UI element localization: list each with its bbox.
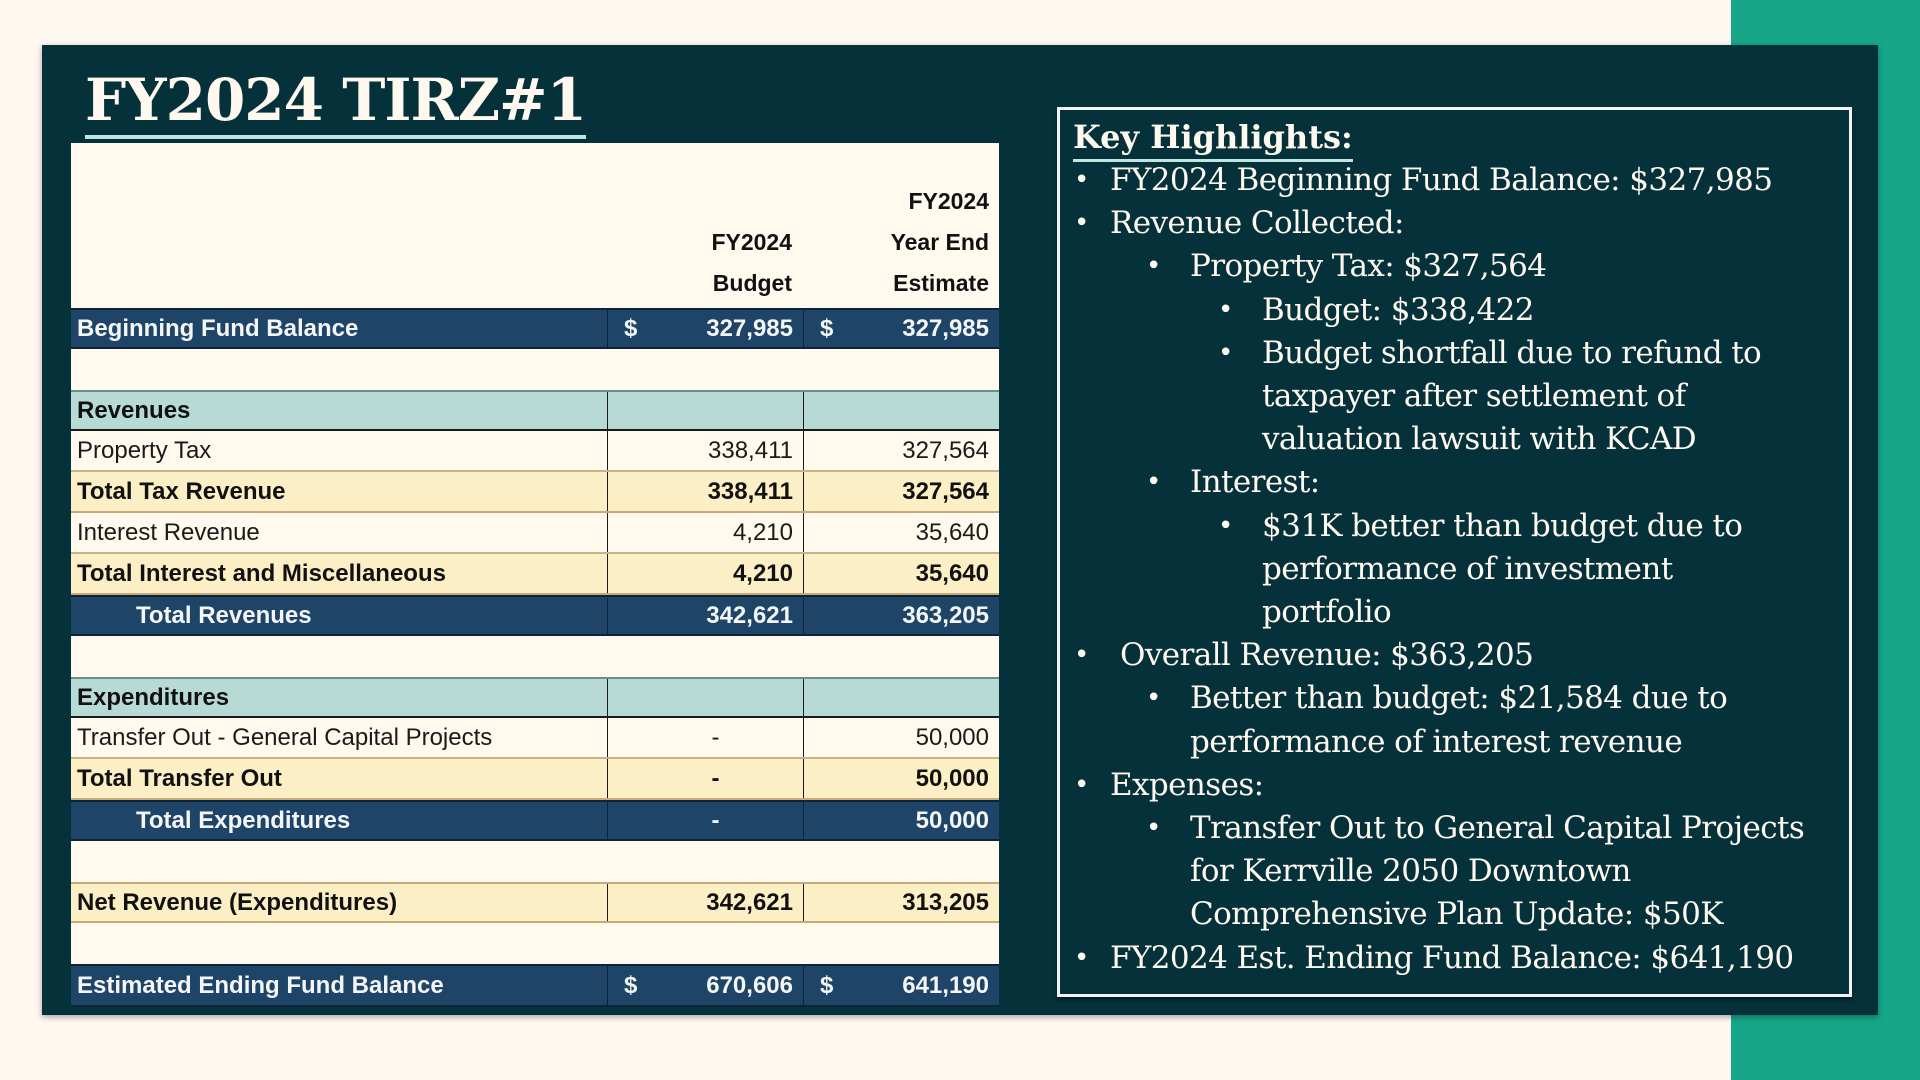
header-line: Year End <box>890 229 989 255</box>
highlight-text: Budget: $338,422 <box>1262 291 1534 328</box>
table-header <box>71 143 999 308</box>
bullet-icon: • <box>1074 640 1089 671</box>
cell-budget: 4,210 <box>607 554 803 593</box>
cell-estimate <box>803 679 999 716</box>
cell-budget <box>607 966 803 1005</box>
highlight-text: Transfer Out to General Capital Projects for Kerrville 2050 Downtown Comprehensive Plan Update: $50K <box>1190 810 1805 933</box>
cell-estimate <box>803 310 999 347</box>
slide-title: FY2024 TIRZ#1 <box>85 65 586 139</box>
currency-symbol: $ <box>624 314 638 342</box>
bullet-icon: • <box>1074 208 1089 239</box>
highlight-item <box>1060 461 1849 504</box>
highlight-text: Overall Revenue: $363,205 <box>1120 637 1534 674</box>
cell-estimate: 50,000 <box>803 802 999 839</box>
cell-budget: 342,621 <box>607 884 803 921</box>
cell-estimate: 35,640 <box>803 513 999 552</box>
cell-budget: 342,621 <box>607 597 803 634</box>
cell-budget: - <box>607 759 803 798</box>
table-row-estimated-ending-fund-balance <box>71 964 999 1007</box>
column-header-budget <box>607 222 792 304</box>
cell-budget: - <box>607 718 803 757</box>
row-label: Total Expenditures <box>136 806 351 834</box>
row-label: Total Interest and Miscellaneous <box>77 559 446 587</box>
cell-budget <box>607 392 803 429</box>
cell-estimate <box>803 392 999 429</box>
key-highlights-box <box>1057 107 1852 997</box>
highlight-text: Revenue Collected: <box>1110 205 1404 242</box>
financial-table <box>71 143 999 1007</box>
table-row-spacer <box>71 636 999 677</box>
cell-budget: 338,411 <box>607 431 803 470</box>
highlights-title: Key Highlights: <box>1073 116 1353 162</box>
table-row-revenues-section <box>71 390 999 431</box>
header-line: Estimate <box>893 270 989 296</box>
highlight-item <box>1060 634 1849 677</box>
bullet-icon: • <box>1146 251 1161 282</box>
table-row-total-transfer-out <box>71 759 999 800</box>
highlight-item <box>1060 332 1790 462</box>
table-row-total-tax-revenue <box>71 472 999 513</box>
highlight-text: FY2024 Beginning Fund Balance: $327,985 <box>1110 162 1773 198</box>
highlight-item <box>1060 937 1849 980</box>
row-label: Revenues <box>77 396 191 424</box>
cell-budget: 338,411 <box>607 472 803 511</box>
currency-symbol: $ <box>820 314 834 342</box>
cell-budget: - <box>607 802 803 839</box>
highlight-text: Budget shortfall due to refund to taxpayer after settlement of valuation lawsuit with KCAD <box>1262 334 1762 458</box>
table-row-total-expenditures <box>71 800 999 841</box>
bullet-icon: • <box>1074 165 1089 195</box>
currency-symbol: $ <box>820 971 834 999</box>
highlight-item <box>1060 807 1840 937</box>
header-line: FY2024 <box>908 188 989 214</box>
cell-estimate <box>803 966 999 1005</box>
row-label: Estimated Ending Fund Balance <box>77 971 444 999</box>
cell-estimate: 327,564 <box>803 431 999 470</box>
row-label: Total Tax Revenue <box>77 477 286 505</box>
cell-estimate: 50,000 <box>803 718 999 757</box>
table-row-expenditures-section <box>71 677 999 718</box>
table-row-beginning-fund-balance <box>71 308 999 349</box>
row-label: Total Revenues <box>136 601 312 629</box>
highlight-text: Interest: <box>1190 464 1320 501</box>
highlights-list <box>1060 159 1849 980</box>
row-label: Transfer Out - General Capital Projects <box>77 723 493 751</box>
table-row-property-tax <box>71 431 999 472</box>
cell-budget <box>607 679 803 716</box>
highlight-item <box>1060 245 1849 288</box>
bullet-icon: • <box>1146 683 1161 714</box>
row-label: Property Tax <box>77 436 212 464</box>
slide-panel <box>42 45 1878 1015</box>
bullet-icon: • <box>1218 294 1233 325</box>
highlight-text: Property Tax: $327,564 <box>1190 248 1547 285</box>
highlight-text: $31K better than budget due to performance of investment portfolio <box>1262 507 1743 631</box>
cell-value: 670,606 <box>706 971 793 999</box>
highlight-item <box>1060 505 1780 635</box>
row-label: Interest Revenue <box>77 518 260 546</box>
table-row-spacer <box>71 841 999 882</box>
bullet-icon: • <box>1146 467 1161 498</box>
currency-symbol: $ <box>624 971 638 999</box>
row-label: Net Revenue (Expenditures) <box>77 888 398 916</box>
bullet-icon: • <box>1074 942 1089 973</box>
highlight-item <box>1060 764 1849 807</box>
cell-estimate: 327,564 <box>803 472 999 511</box>
row-label: Beginning Fund Balance <box>77 314 359 342</box>
row-label: Total Transfer Out <box>77 764 282 792</box>
highlight-text: Better than budget: $21,584 due to performance of interest revenue <box>1190 680 1728 760</box>
column-header-estimate <box>803 181 989 304</box>
bullet-icon: • <box>1074 769 1089 800</box>
cell-budget <box>607 310 803 347</box>
cell-budget: 4,210 <box>607 513 803 552</box>
cell-value: 641,190 <box>902 971 989 999</box>
highlight-item <box>1060 202 1849 245</box>
table-row-spacer <box>71 349 999 390</box>
cell-estimate: 313,205 <box>803 884 999 921</box>
bullet-icon: • <box>1146 813 1161 844</box>
highlight-item <box>1060 677 1800 763</box>
highlight-text: Expenses: <box>1110 766 1264 803</box>
table-row-spacer <box>71 923 999 964</box>
cell-estimate: 35,640 <box>803 554 999 593</box>
table-row-total-interest-misc <box>71 554 999 595</box>
table-row-net-revenue <box>71 882 999 923</box>
highlight-item <box>1060 159 1849 202</box>
table-row-interest-revenue <box>71 513 999 554</box>
row-label: Expenditures <box>77 683 230 711</box>
highlight-item <box>1060 289 1820 332</box>
cell-value: 327,985 <box>902 314 989 342</box>
header-line: Budget <box>712 270 792 296</box>
cell-estimate: 50,000 <box>803 759 999 798</box>
table-row-total-revenues <box>71 595 999 636</box>
bullet-icon: • <box>1218 510 1233 541</box>
cell-value: 327,985 <box>706 314 793 342</box>
bullet-icon: • <box>1218 337 1233 368</box>
header-line: FY2024 <box>711 229 792 255</box>
cell-estimate: 363,205 <box>803 597 999 634</box>
highlight-text: FY2024 Est. Ending Fund Balance: $641,190 <box>1110 939 1794 976</box>
table-row-transfer-out <box>71 718 999 759</box>
